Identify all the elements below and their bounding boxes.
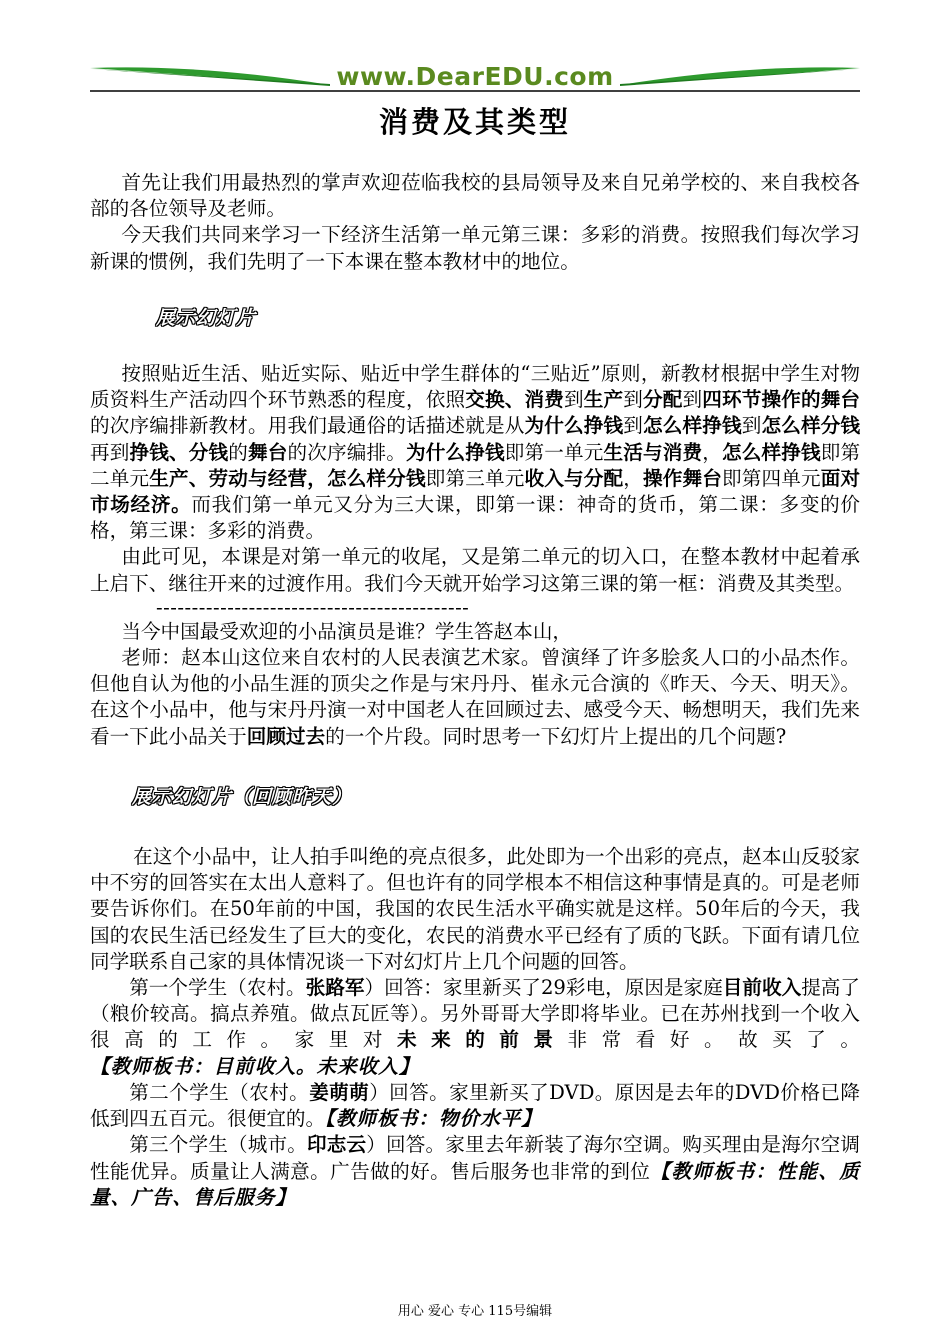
paragraph: 在这个小品中，让人拍手叫绝的亮点很多，此处即为一个出彩的亮点，赵本山反驳家中不穷的回答实在太出人意料了。但也许有的同学根本不相信这种事情是真的。可是老师要告诉你们。在50年前的中国，我国的农民生活水平确实就是这样。50年后的今天，我国的农民生活已经发生了巨大的变化，农民的消费水平已经有了质的飞跃。下面有请几位同学联系自己家的具体情况谈一下对幻灯片上几个问题的回答。 bbox=[90, 845, 860, 973]
paragraph: 第三个学生（城市。印志云）回答。家里去年新装了海尔空调。购买理由是海尔空调性能优异。质量让人满意。广告做的好。售后服务也非常的到位【教师板书：性能、质量、广告、售后服务】 bbox=[90, 1133, 861, 1209]
document-body bbox=[90, 170, 860, 1211]
teacher-board-note: 【教师板书：性能、质量、广告、售后服务】 bbox=[90, 1159, 861, 1209]
paragraph: 当今中国最受欢迎的小品演员是谁？学生答赵本山， bbox=[121, 619, 573, 643]
dashed-divider: -------------------------------------------- bbox=[156, 595, 470, 619]
page-footer: 用心 爱心 专心 115号编辑 bbox=[397, 1304, 553, 1319]
green-swoosh-banner bbox=[0, 0, 950, 110]
teacher-board-note: 【教师板书：目前收入。未来收入】 bbox=[90, 1054, 420, 1078]
paragraph: 今天我们共同来学习一下经济生活第一单元第三课：多彩的消费。按照我们每次学习新课的惯例，我们先明了一下本课在整本教材中的地位。 bbox=[90, 223, 860, 273]
paragraph: 按照贴近生活、贴近实际、贴近中学生群体的“三贴近”原则，新教材根据中学生对物质资料生产活动四个环节熟悉的程度，依照交换、消费到生产到分配到四环节操作的舞台的次序编排新教材。用我们最通俗的话描述就是从为什么挣钱到怎么样挣钱到怎么样分钱再到挣钱、分钱的舞台的次序编排。为什么挣钱即第一单元生活与消费，怎么样挣钱即第二单元生产、劳动与经营，怎么样分钱即第三单元收入与分配，操作舞台即第四单元面对市场经济。而我们第一单元又分为三大课，即第一课：神奇的货币，第二课：多变的价格，第三课：多彩的消费。 bbox=[90, 362, 861, 543]
slide-heading: 展示幻灯片 bbox=[156, 306, 257, 329]
paragraph: 首先让我们用最热烈的掌声欢迎莅临我校的县局领导及来自兄弟学校的、来自我校各部的各位领导及老师。 bbox=[90, 171, 860, 221]
page-header bbox=[0, 0, 950, 110]
slide-heading: 展示幻灯片（回顾昨天） bbox=[132, 785, 353, 808]
page-title: 消费及其类型 bbox=[378, 105, 571, 139]
paragraph: 老师：赵本山这位来自农村的人民表演艺术家。曾演绎了许多脍炙人口的小品杰作。但他自认为他的小品生涯的顶尖之作是与宋丹丹、崔永元合演的《昨天、今天、明天》。在这个小品中，他与宋丹丹演一对中国老人在回顾过去、感受今天、畅想明天，我们先来看一下此小品关于回顾过去的一个片段。同时思考一下幻灯片上提出的几个问题? bbox=[90, 646, 860, 748]
paragraph: 由此可见，本课是对第一单元的收尾，又是第二单元的切入口，在整本教材中起着承上启下、继往开来的过渡作用。我们今天就开始学习这第三课的第一框：消费及其类型。 bbox=[90, 545, 860, 595]
teacher-board-note: 【教师板书：物价水平】 bbox=[325, 1107, 542, 1131]
paragraph: 第二个学生（农村。姜萌萌）回答。家里新买了DVD。原因是去年的DVD价格已降低到四五百元。很便宜的。【教师板书：物价水平】 bbox=[90, 1080, 861, 1131]
site-url-logo: www.DearEDU.com bbox=[336, 62, 614, 91]
paragraph: 第一个学生（农村。张路军）回答：家里新买了29彩电，原因是家庭目前收入提高了（粮价较高。搞点养殖。做点瓦匠等）。另外哥哥大学即将毕业。已在苏州找到一个收入很高的工作。家里对未来的前景非常看好。故买了。【教师板书：目前收入。未来收入】 bbox=[90, 976, 861, 1078]
